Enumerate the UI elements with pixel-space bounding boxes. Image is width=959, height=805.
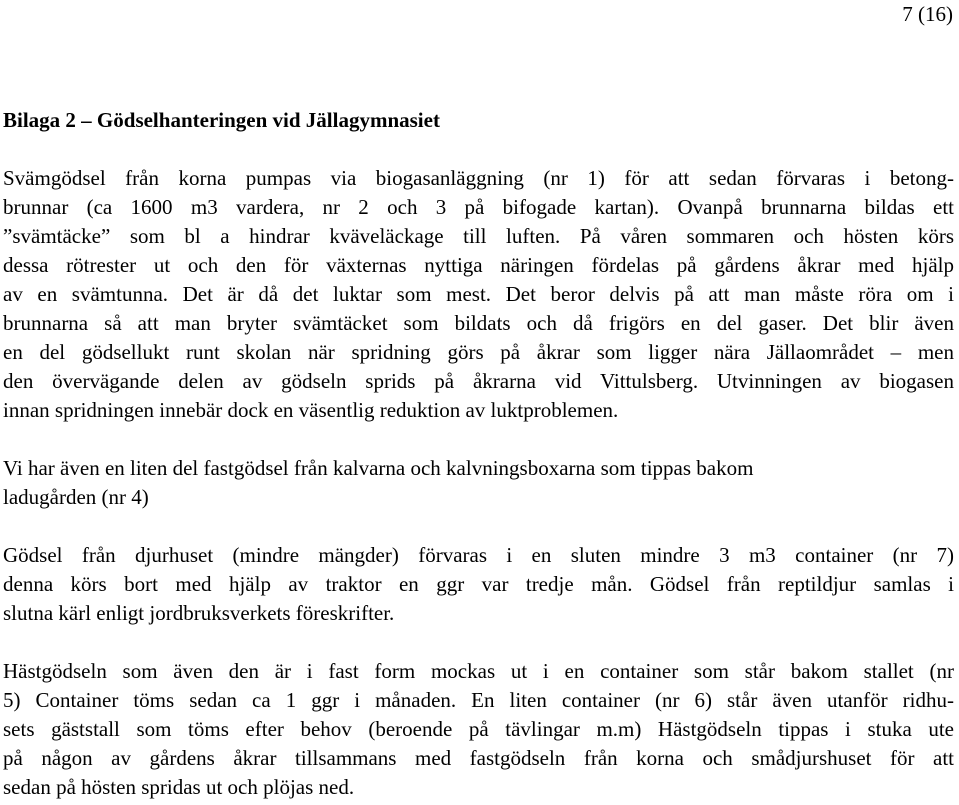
paragraph-line: innan spridningen innebär dock en väsentlig reduktion av luktproblemen.	[3, 398, 619, 422]
paragraph-line: denna körs bort med hjälp av traktor en ggr var tredje mån. Gödsel från reptildjur samlas i	[3, 572, 954, 596]
paragraph-line: dessa rötrester ut och den för växternas nyttiga näringen fördelas på gårdens åkrar med hjälp	[3, 253, 954, 277]
paragraph-line: 5) Container töms sedan ca 1 ggr i månaden. En liten container (nr 6) står även utanför ridhu-	[3, 688, 954, 712]
paragraph-line: slutna kärl enligt jordbruksverkets föreskrifter.	[3, 601, 395, 625]
paragraph-line: sets gäststall som töms efter behov (beroende på tävlingar m.m) Hästgödseln tippas i stuka ute	[3, 717, 954, 741]
page-number: 7 (16)	[902, 2, 953, 26]
paragraph-line: brunnarna så att man bryter svämtäcket som bildats och då frigörs en del gaser. Det blir även	[3, 311, 954, 335]
paragraph-line: den övervägande delen av gödseln sprids på åkrarna vid Vittulsberg. Utvinningen av biogasen	[3, 369, 954, 393]
paragraph-line: en del gödsellukt runt skolan när spridning görs på åkrar som ligger nära Jällaområdet – men	[3, 340, 954, 364]
paragraph-line: brunnar (ca 1600 m3 vardera, nr 2 och 3 på bifogade kartan). Ovanpå brunnarna bildas ett	[3, 195, 954, 219]
paragraph-line: ”svämtäcke” som bl a hindrar kväveläckage till luften. På våren sommaren och hösten körs	[3, 224, 954, 248]
paragraph-line: av en svämtunna. Det är då det luktar som mest. Det beror delvis på att man måste röra om i	[3, 282, 954, 306]
paragraph-line: Gödsel från djurhuset (mindre mängder) förvaras i en sluten mindre 3 m3 container (nr 7)	[3, 543, 954, 567]
paragraph-line: sedan på hösten spridas ut och plöjas ned.	[3, 775, 355, 799]
paragraph-line: ladugården (nr 4)	[3, 485, 149, 509]
paragraph-line: på någon av gårdens åkrar tillsammans med fastgödseln från korna och smådjurshuset för att	[3, 746, 954, 770]
paragraph-line: Vi har även en liten del fastgödsel från kalvarna och kalvningsboxarna som tippas bakom	[3, 456, 754, 480]
paragraph-line: Hästgödseln som även den är i fast form mockas ut i en container som står bakom stallet (nr	[3, 659, 954, 683]
paragraph-line: Svämgödsel från korna pumpas via biogasanläggning (nr 1) för att sedan förvaras i betong-	[3, 166, 954, 190]
document-title: Bilaga 2 – Gödselhanteringen vid Jällagymnasiet	[3, 108, 440, 132]
